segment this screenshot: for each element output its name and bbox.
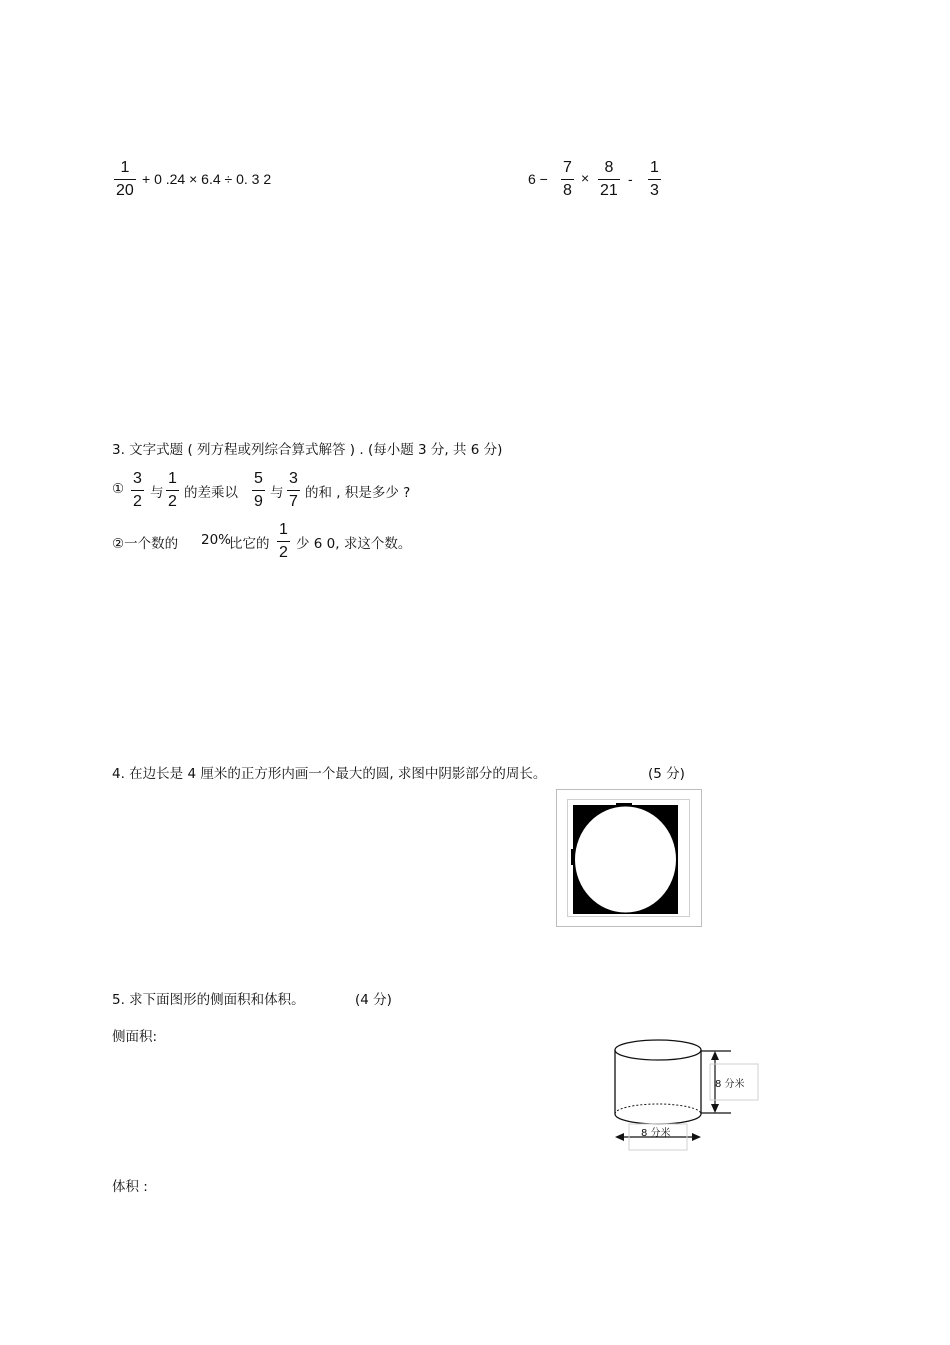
fraction-bar	[166, 490, 179, 491]
q5-volume-label: 体积 :	[112, 1179, 148, 1195]
q3-p1-mark: ①	[112, 481, 125, 497]
q3-p1-fraction-d	[287, 470, 300, 511]
q5-lateral-area-label: 侧面积:	[112, 1029, 158, 1045]
fraction-bar	[114, 179, 136, 180]
inscribed-circle	[575, 807, 676, 913]
q3-p2-fraction	[277, 521, 290, 562]
q3-p1-text-2: 的差乘以	[184, 485, 238, 501]
fraction-bar	[277, 541, 290, 542]
calc1-fraction-denominator: 20	[116, 182, 134, 199]
q3-p2-text-2: 少 6 0, 求这个数。	[296, 536, 412, 552]
q3-p1-text-4: 的和 , 积是多少 ?	[305, 485, 411, 501]
calc2-fraction-1-denominator: 8	[563, 182, 572, 199]
fraction-bar	[598, 179, 620, 180]
fraction-bar	[561, 179, 574, 180]
calc1-expression: + 0 .24 × 6.4 ÷ 0. 3 2	[142, 171, 272, 187]
calc2-fraction-1	[561, 159, 574, 200]
calc2-minus: -	[628, 171, 633, 187]
cylinder-bottom-back	[615, 1104, 701, 1114]
q4-score: (5 分)	[648, 766, 685, 782]
q3-p1-fraction-c-numerator: 5	[254, 470, 263, 487]
cylinder-figure	[605, 1032, 765, 1154]
square-circle-figure	[556, 789, 702, 927]
q3-p1-fraction-d-denominator: 7	[289, 493, 298, 510]
calc2-fraction-3	[648, 159, 661, 200]
q3-p1-fraction-a-numerator: 3	[133, 470, 142, 487]
cylinder-top	[615, 1040, 701, 1060]
q3-p2-text-1: 比它的	[229, 536, 270, 552]
q3-p2-percent: 20%	[201, 532, 232, 548]
q3-p1-fraction-b	[166, 470, 179, 511]
square-left-mark	[571, 849, 574, 865]
height-label: 8 分米	[715, 1079, 745, 1090]
q3-p1-text-1: 与	[150, 485, 164, 501]
cylinder-bottom-front	[615, 1114, 701, 1124]
fraction-bar	[131, 490, 144, 491]
fraction-bar	[252, 490, 265, 491]
calc2-fraction-2-numerator: 8	[604, 159, 614, 176]
q3-p1-fraction-a	[131, 470, 144, 511]
q4-title: 4. 在边长是 4 厘米的正方形内画一个最大的圆, 求图中阴影部分的周长。	[112, 766, 547, 782]
fraction-bar	[287, 490, 300, 491]
q3-p1-fraction-c	[252, 470, 265, 511]
calc2-fraction-1-numerator: 7	[563, 159, 572, 176]
calc2-fraction-2	[598, 159, 620, 200]
calc2-fraction-2-denominator: 21	[600, 182, 618, 199]
q5-title: 5. 求下面图形的侧面积和体积。	[112, 992, 305, 1008]
q3-p1-fraction-a-denominator: 2	[133, 493, 142, 510]
q3-p1-fraction-b-denominator: 2	[168, 493, 177, 510]
calc2-fraction-3-denominator: 3	[650, 182, 659, 199]
calc2-fraction-3-numerator: 1	[650, 159, 659, 176]
calc1-fraction-numerator: 1	[120, 159, 130, 176]
height-arrow-down	[711, 1104, 719, 1113]
height-arrow-up	[711, 1051, 719, 1060]
calc2-lead: 6 −	[528, 171, 548, 187]
fraction-bar	[648, 179, 661, 180]
diameter-label: 8 分米	[641, 1128, 671, 1139]
q3-p2-lead: ②一个数的	[112, 536, 179, 552]
diameter-arrow-left	[615, 1133, 624, 1141]
diameter-arrow-right	[692, 1133, 701, 1141]
q3-p1-fraction-c-denominator: 9	[254, 493, 263, 510]
q3-title: 3. 文字式题 ( 列方程或列综合算式解答 ) . (每小题 3 分, 共 6 分)	[112, 442, 503, 458]
q3-p1-fraction-b-numerator: 1	[168, 470, 177, 487]
calc1-fraction	[114, 159, 136, 200]
calc2-times: ×	[581, 170, 590, 186]
square-top-mark	[616, 803, 632, 806]
q3-p1-fraction-d-numerator: 3	[289, 470, 298, 487]
q3-p2-fraction-numerator: 1	[279, 521, 288, 538]
q3-p1-text-3: 与	[270, 485, 284, 501]
q3-p2-fraction-denominator: 2	[279, 544, 288, 561]
q5-score: (4 分)	[355, 992, 392, 1008]
